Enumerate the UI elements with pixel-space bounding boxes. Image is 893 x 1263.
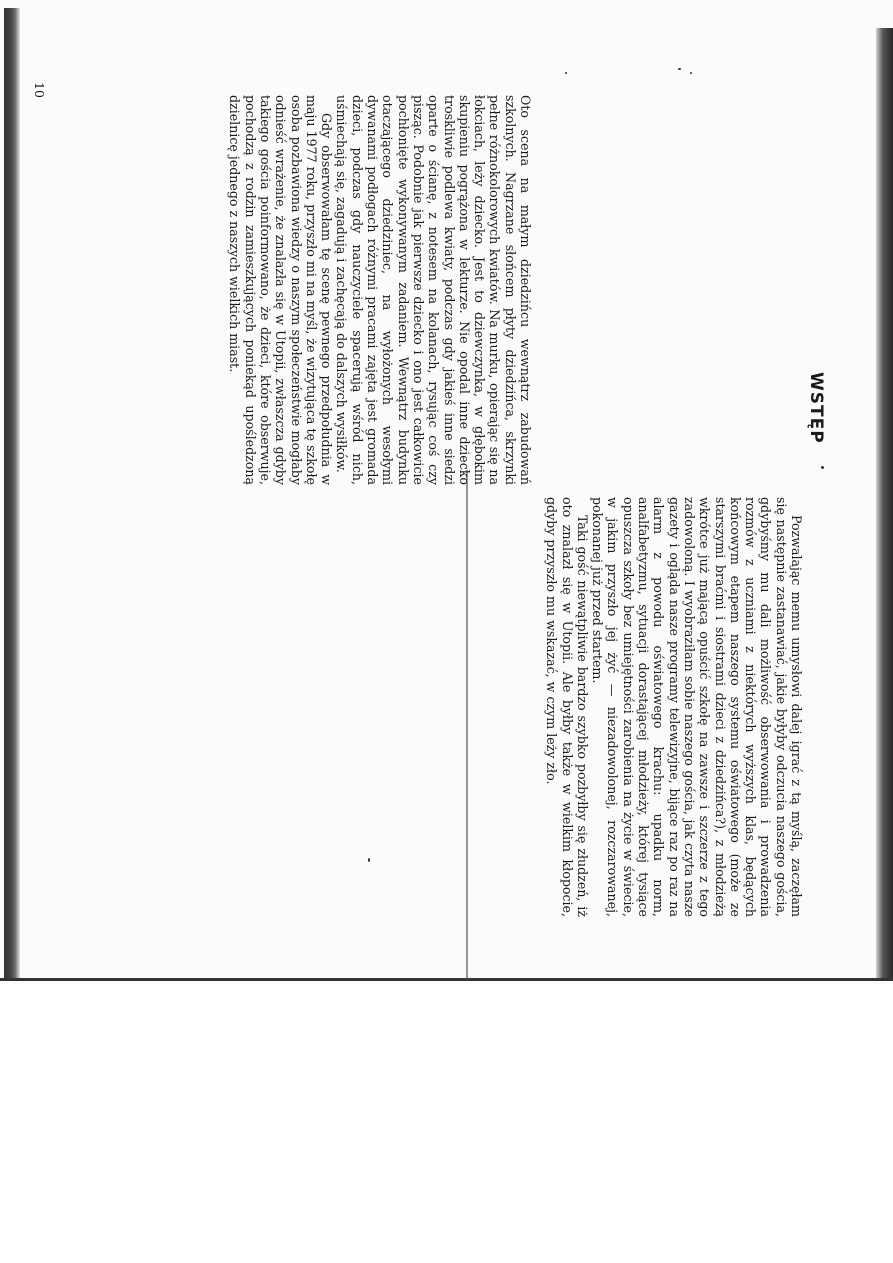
paragraph: Gdy obserwowałam tę scenę pewnego przedpołudnia w maju 1977 roku, przyszło mi na myśl, że wizytująca tę szkołę osoba pozbawiona wiedzy o naszym społeczeństwie mogłaby odnieść wrażenie, że znalazła się w Utopii, zwłaszcza gdyby takiego gościa poinformowano, że dzieci, które obserwuje, pochodzą z rodzin zamieszkujących poniekąd upośledzoną dzielnicę jednego z naszych wielkich miast. [227,95,335,485]
scan-edge-bottom [0,978,893,981]
paragraph: Pozwalając memu umysłowi dalej igrać z tą myślą, zaczęłam się następnie zastanawiać, jakie byłyby odczucia naszego gościa, gdybyśmy mu dali możliwość obserwowania i prowadzenia rozmów z uczniami z niektórych wyższych klas, będących końcowym etapem naszego systemu oświatowego (może ze starszymi braćmi i siostrami dzieci z dziedzińca?), z młodzieżą wkrótce już mającą opuścić szkołę na zawsze i szczerze z tego zadowoloną. I wyobraziłam sobie naszego gościa, jak czyta nasze gazety i ogląda nasze programy telewizyjne, bijące raz po raz na alarm z powodu oświatowego krachu: upadku norm, analfabetyzmu, sytuacji dorastającej młodzieży, której tysiące opuszcza szkoły bez umiejętności zarobienia na życie w świecie, w jakim przyszło jej żyć — niezadowolonej, rozczarowanej, pokonanej już przed startem. [590,497,804,917]
right-page-body [544,497,804,917]
scan-speck [368,858,370,862]
scan-speck [565,72,567,74]
scan-speck [678,68,681,70]
page-number: 10 [32,82,47,98]
paragraph: Taki gość niewątpliwie bardzo szybko pozbyłby się złudzeń, iż oto znalazł się w Utopii. Ale byłby także w wielkim kłopocie, gdyby przyszło mu wskazać, w czym leży zło. [544,497,590,917]
scan-speck [690,72,692,74]
scan-edge-right [876,28,893,980]
scan-speck [821,466,824,469]
book-spine [466,470,468,980]
chapter-heading: WSTĘP [806,372,826,444]
left-page-body [227,95,533,485]
scan-edge-left [4,8,20,980]
paragraph: Oto scena na małym dziedzińcu wewnątrz zabudowań szkolnych. Nagrzane słońcem płyty dziedzińca, skrzynki pełne różnokolorowych kwiatów. Na murku, opierając się na łokciach, leży dziecko. Jest to dziewczynka, w głębokim skupieniu pogrążona w lekturze. Nie opodal inne dziecko troskliwie podlewa kwiaty, podczas gdy jakieś inne siedzi oparte o ścianę, z notesem na kolanach, rysując coś czy pisząc. Podobnie jak pierwsze dziecko i ono jest całkowicie pochłonięte wykonywanym zadaniem. Wewnątrz budynku otaczającego dziedziniec, na wyłożonych wesołymi dywanami podłogach różnymi pracami zajęta jest gromada dzieci, podczas gdy nauczyciele spacerują wśród nich, uśmiechają się, zagadują i zachęcają do dalszych wysiłków. [334,95,533,485]
